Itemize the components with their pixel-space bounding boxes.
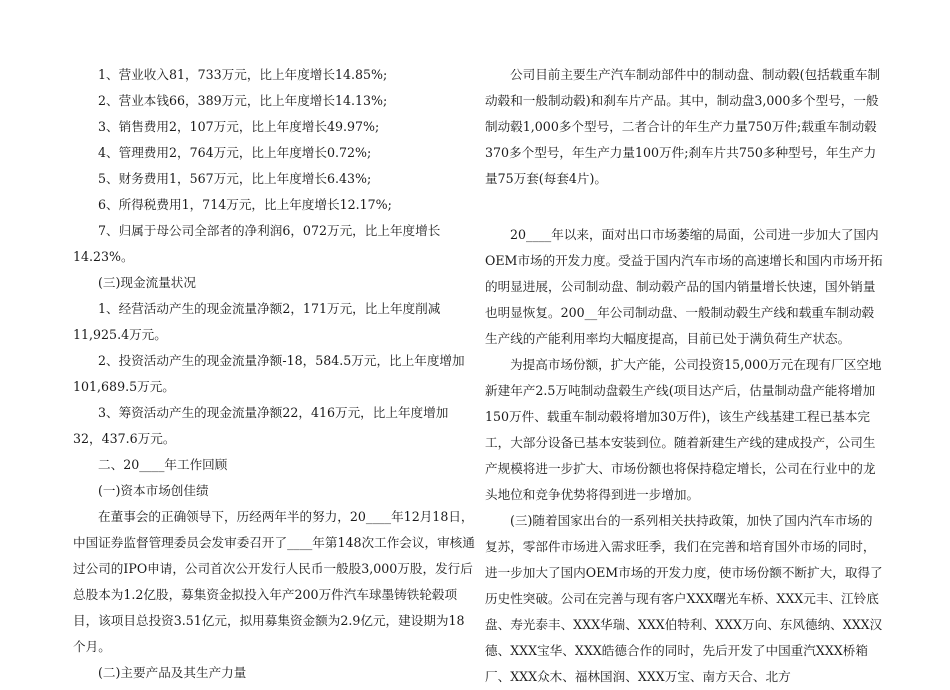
heading-products: (二)主要产品及其生产力量 xyxy=(98,665,247,680)
paragraph-operating-cash: 1、经营活动产生的现金流量净额2，171万元，比上年度削减11,925.4万元。 xyxy=(73,301,441,342)
heading-cash-flow: (三)现金流量状况 xyxy=(98,275,196,290)
left-column xyxy=(73,62,475,686)
paragraph-finance-expense: 5、财务费用1，567万元，比上年度增长6.43%; xyxy=(98,171,372,186)
paragraph-management-expense: 4、管理费用2，764万元，比上年度增长0.72%; xyxy=(98,145,372,160)
paragraph-products: 公司目前主要生产汽车制动部件中的制动盘、制动毂(包括载重车制动毂和一般制动毂)和刹车片产品。其中，制动盘3,000多个型号，一般制动毂1,000多个型号，二者合计的年生产力量750万件;载重车制动毂370多个型号，年生产力量100万件;刹车片共750多种型号，年生产力量75万套(每套4片)。 xyxy=(485,67,881,186)
paragraph-income-tax: 6、所得税费用1，714万元，比上年度增长12.17%; xyxy=(98,197,392,212)
paragraph-net-profit: 7、归属于母公司全部者的净利润6，072万元，比上年度增长14.23%。 xyxy=(73,223,441,264)
paragraph-capacity-expansion: 为提高市场份额，扩大产能，公司投资15,000万元在现有厂区空地新建年产2.5万吨制动盘毂生产线(项目达产后，估量制动盘产能将增加150万件、载重车制动毂将增加30万件)，该生产线基建工程已基本完工，大部分设备已基本安装到位。随着新建生产线的建成投产，公司生产规模将进一步扩大、市场份额也将保持稳定增长，公司在行业中的龙头地位和竞争优势将得到进一步增加。 xyxy=(485,357,882,502)
right-column xyxy=(485,62,885,690)
heading-work-review: 二、20____年工作回顾 xyxy=(98,457,228,472)
paragraph-sales-expense: 3、销售费用2，107万元，比上年度增长49.97%; xyxy=(98,119,380,134)
heading-capital-market: (一)资本市场创佳绩 xyxy=(98,483,209,498)
paragraph-financing-cash: 3、筹资活动产生的现金流量净额22，416万元，比上年度增加32，437.6万元。 xyxy=(73,405,449,446)
paragraph-oem-market: 20____年以来，面对出口市场萎缩的局面，公司进一步加大了国内OEM市场的开发力度。受益于国内汽车市场的高速增长和国内市场开拓的明显进展，公司制动盘、制动毂产品的国内销量增长快速，国外销量也明显恢复。200__年公司制动盘、一般制动毂生产线和载重车制动毂生产线的产能利用率均大幅度提高，目前已处于满负荷生产状态。 xyxy=(485,227,883,346)
paragraph-investing-cash: 2、投资活动产生的现金流量净额-18，584.5万元，比上年度增加101,689.5万元。 xyxy=(73,353,465,394)
paragraph-policy-support: (三)随着国家出台的一系列相关扶持政策，加快了国内汽车市场的复苏，零部件市场进入需求旺季，我们在完善和培育国外市场的同时，进一步加大了国内OEM市场的开发力度，使市场份额不断扩大，取得了历史性突破。公司在完善与现有客户XXX曙光车桥、XXX元丰、江铃底盘、寿光泰丰、XXX华瑞、XXX伯特利、XXX万向、东风德纳、XXX汉德、XXX宝华、XXX皓德合作的同时，先后开发了中国重汽XXX桥箱厂、XXX众木、福林国润、XXX万宝、南方天合、北方 xyxy=(485,513,883,684)
paragraph-gap xyxy=(485,192,885,222)
paragraph-revenue: 1、营业收入81，733万元，比上年度增长14.85%; xyxy=(98,67,388,82)
paragraph-capital-market: 在董事会的正确领导下，历经两年半的努力，20____年12月18日，中国证券监督管理委员会发审委召开了____年第148次工作会议，审核通过公司的IPO申请，公司首次公开发行人民币一般股3,000万股，发行后总股本为1.2亿股，募集资金拟投入年产200万件汽车球墨铸铁轮毂项目，该项目总投资3.51亿元，拟用募集资金额为2.9亿元，建设期为18个月。 xyxy=(73,509,475,654)
paragraph-operating-cost: 2、营业本钱66，389万元，比上年度增长14.13%; xyxy=(98,93,388,108)
